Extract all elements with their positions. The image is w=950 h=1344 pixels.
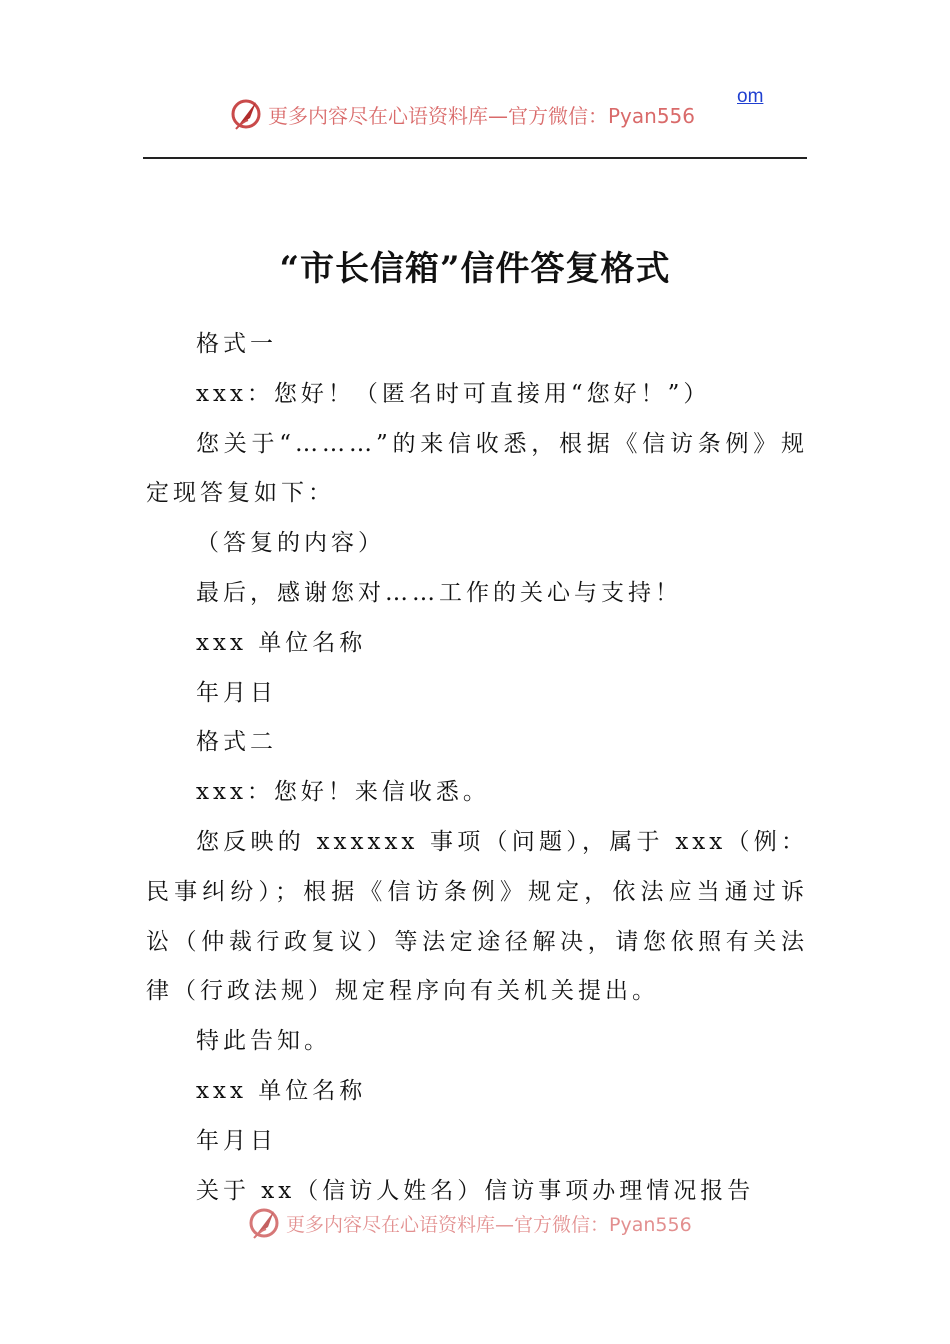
paragraph: xxx：您好！来信收悉。 bbox=[196, 779, 490, 806]
paragraph: 您关于“………”的来信收悉，根据《信访条例》规定现答复如下： bbox=[146, 430, 808, 507]
header-divider bbox=[143, 157, 807, 159]
header-link[interactable]: om bbox=[737, 86, 764, 107]
paragraph: 格式二 bbox=[196, 729, 277, 756]
quill-logo-icon bbox=[228, 96, 264, 132]
footer-watermark bbox=[246, 1205, 692, 1241]
paragraph: 年月日 bbox=[196, 679, 277, 706]
paragraph: 年月日 bbox=[196, 1127, 277, 1154]
document-body bbox=[146, 320, 808, 1216]
paragraph: 最后，感谢您对……工作的关心与支持！ bbox=[196, 579, 682, 606]
paragraph: 您反映的 xxxxxx 事项（问题），属于 xxx（例：民事纠纷）；根据《信访条例》规定，依法应当通过诉讼（仲裁行政复议）等法定途径解决，请您依照有关法律（行政法规）规定程序向有关机关提出。 bbox=[146, 828, 808, 1005]
quill-logo-icon bbox=[246, 1205, 282, 1241]
paragraph: xxx：您好！（匿名时可直接用“您好！”） bbox=[196, 380, 711, 407]
paragraph: xxx 单位名称 bbox=[196, 1077, 367, 1104]
watermark-text: 更多内容尽在心语资料库—官方微信：Pyan556 bbox=[268, 103, 696, 128]
paragraph: （答复的内容） bbox=[196, 530, 385, 557]
paragraph: 格式一 bbox=[196, 331, 277, 357]
header-watermark bbox=[228, 96, 695, 132]
paragraph: xxx 单位名称 bbox=[196, 629, 367, 656]
paragraph: 特此告知。 bbox=[196, 1028, 331, 1055]
document-title: “市长信箱”信件答复格式 bbox=[279, 248, 671, 289]
watermark-text: 更多内容尽在心语资料库—官方微信：Pyan556 bbox=[286, 1213, 692, 1236]
paragraph: 关于 xx（信访人姓名）信访事项办理情况报告 bbox=[196, 1177, 755, 1204]
